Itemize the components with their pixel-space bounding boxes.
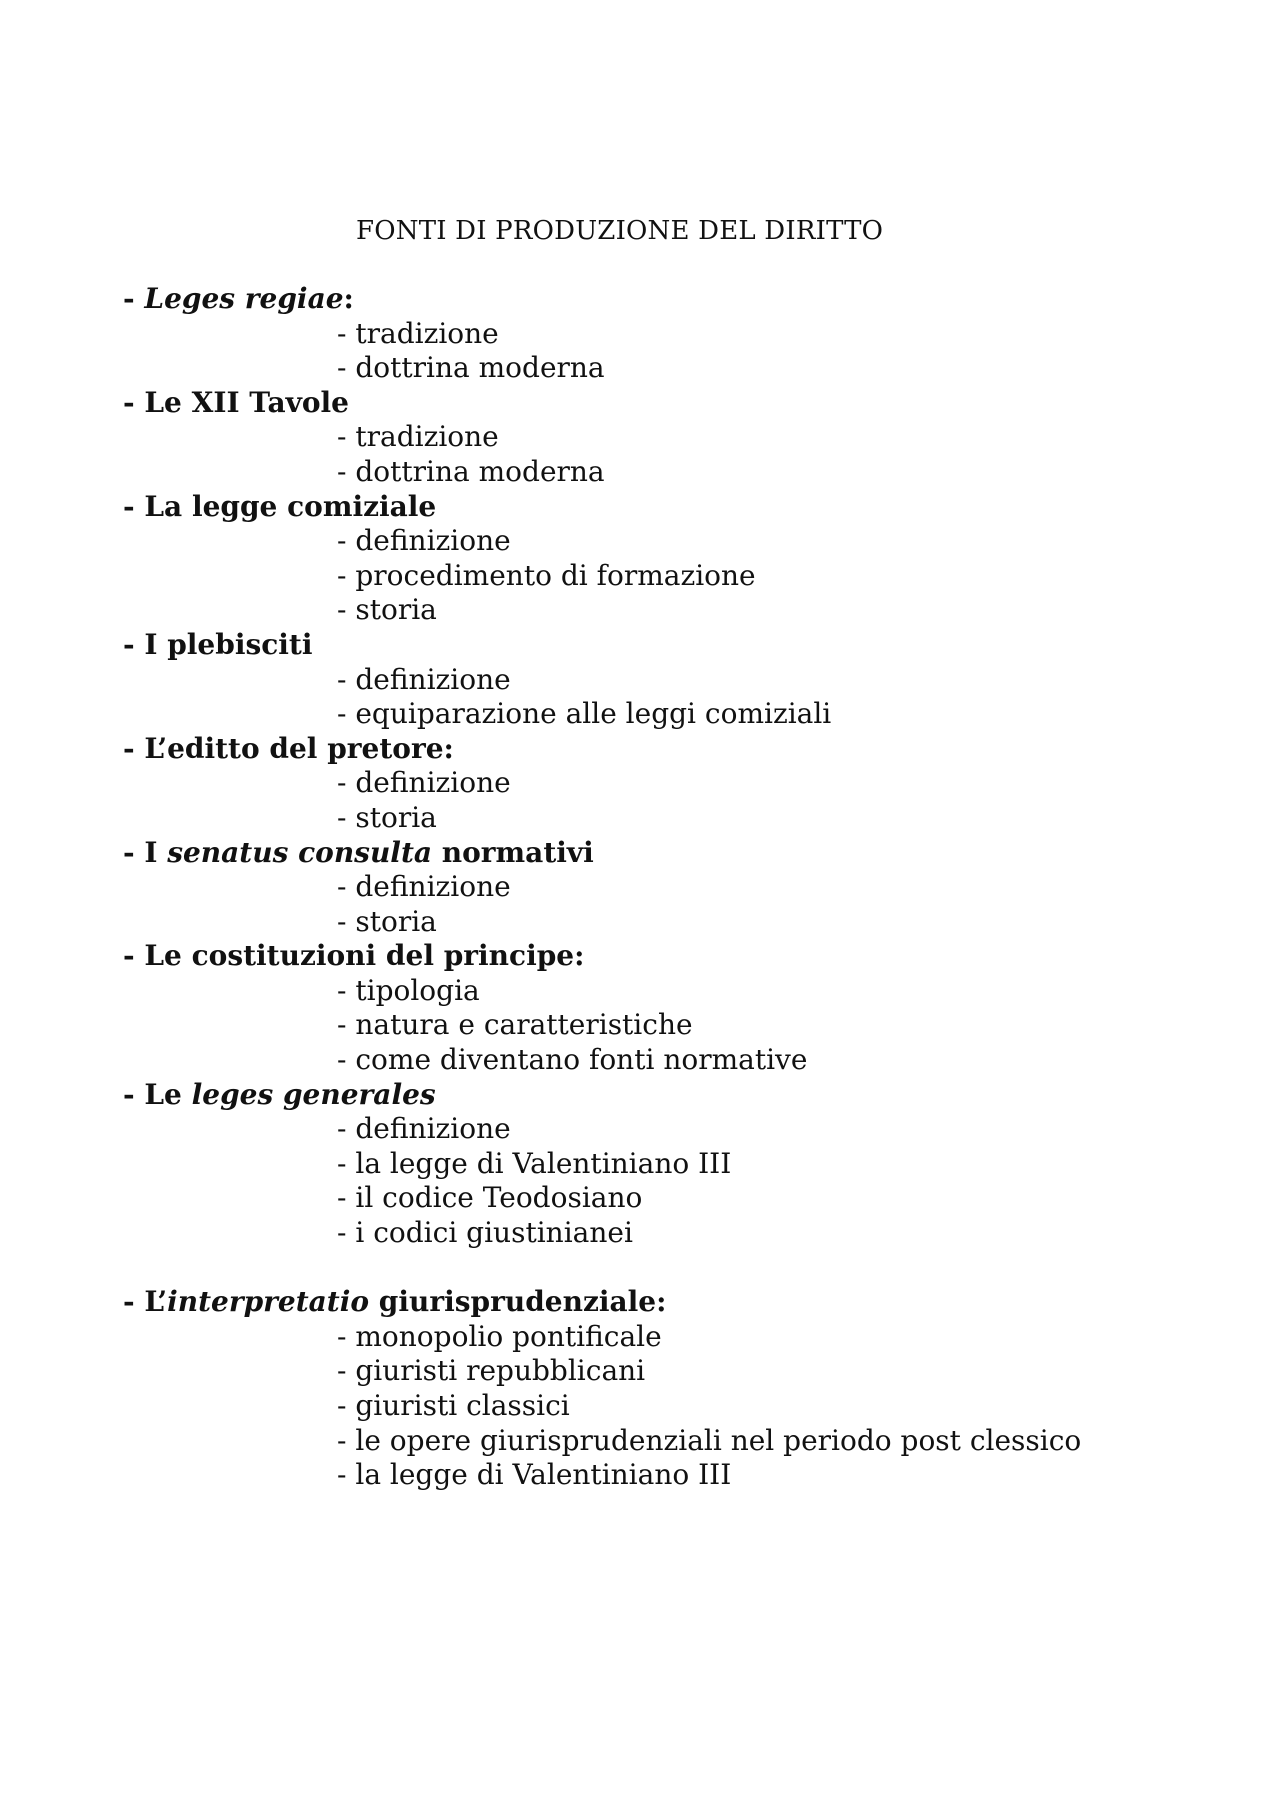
subtopic-item: - giuristi repubblicani: [337, 1354, 646, 1388]
subtopic-item: - natura e caratteristiche: [337, 1008, 693, 1042]
outline-section: [123, 939, 1253, 1077]
subtopic-item: - storia: [337, 904, 437, 938]
subtopic-item: - definizione: [337, 662, 511, 696]
subtopic-item: - giuristi classici: [337, 1389, 570, 1422]
subtopic-item: - dottrina moderna: [337, 454, 605, 488]
section-heading: [123, 836, 1253, 871]
subtopic-item: - definizione: [337, 524, 511, 558]
outline-section: [123, 836, 1253, 940]
subtopic-item: - definizione: [337, 766, 511, 800]
heading-text: - Le costituzioni del principe:: [123, 939, 585, 973]
subtopic-item: - la legge di Valentiniano III: [337, 1146, 732, 1180]
heading-text: Leges regiae: [144, 282, 344, 315]
section-heading: [123, 628, 1253, 663]
outline-section: [123, 628, 1253, 732]
section-heading: [123, 282, 1253, 317]
section-heading: [123, 1285, 1253, 1320]
heading-text: normativi: [432, 835, 594, 869]
heading-text: - I plebisciti: [123, 627, 313, 661]
subtopic-item: - come diventano fonti normative: [337, 1043, 808, 1077]
heading-text: - Le XII Tavole: [123, 385, 349, 419]
outline-section: [123, 282, 1253, 386]
heading-text: - La legge comiziale: [123, 489, 437, 523]
subtopic-item: - le opere giurisprudenziali nel periodo post clessico: [337, 1423, 1082, 1457]
outline-section: [123, 732, 1253, 836]
heading-text: :: [343, 282, 354, 315]
subtopic-item: - definizione: [337, 1112, 511, 1146]
subtopic-item: - procedimento di formazione: [337, 558, 756, 592]
subtopic-item: - tradizione: [337, 316, 499, 350]
outline-section: [123, 1285, 1253, 1493]
heading-text: - I: [123, 835, 168, 869]
subtopic-item: - storia: [337, 593, 437, 627]
subtopic-item: - monopolio pontificale: [337, 1319, 662, 1353]
subtopic-item: - definizione: [337, 870, 511, 904]
outline-section: [123, 1078, 1253, 1251]
section-heading: [123, 1078, 1253, 1113]
section-heading: [123, 490, 1253, 525]
heading-text: - Le: [123, 1077, 192, 1111]
document-title: FONTI DI PRODUZIONE DEL DIRITTO: [356, 216, 884, 246]
heading-text: interpretatio: [167, 1285, 370, 1319]
subtopic-item: - i codici giustinianei: [337, 1216, 633, 1250]
heading-text: leges generales: [191, 1077, 436, 1111]
subtopic-item: - dottrina moderna: [337, 351, 605, 385]
section-heading: [123, 386, 1253, 421]
subtopic-item: - equiparazione alle leggi comiziali: [337, 697, 832, 731]
section-heading: [123, 732, 1253, 767]
heading-text: -: [123, 282, 145, 315]
heading-text: - L’editto del pretore:: [123, 731, 454, 765]
topic-outline: [123, 282, 1253, 1493]
heading-text: senatus consulta: [167, 835, 433, 869]
outline-section: [123, 490, 1253, 628]
subtopic-item: - il codice Teodosiano: [337, 1181, 643, 1215]
section-heading: [123, 939, 1253, 974]
subtopic-item: - storia: [337, 800, 437, 834]
heading-text: giurisprudenziale:: [369, 1285, 667, 1319]
subtopic-item: - tradizione: [337, 420, 499, 454]
heading-text: - L’: [123, 1285, 168, 1319]
subtopic-item: - tipologia: [337, 973, 480, 1007]
subtopic-item: - la legge di Valentiniano III: [337, 1458, 732, 1492]
outline-section: [123, 386, 1253, 490]
